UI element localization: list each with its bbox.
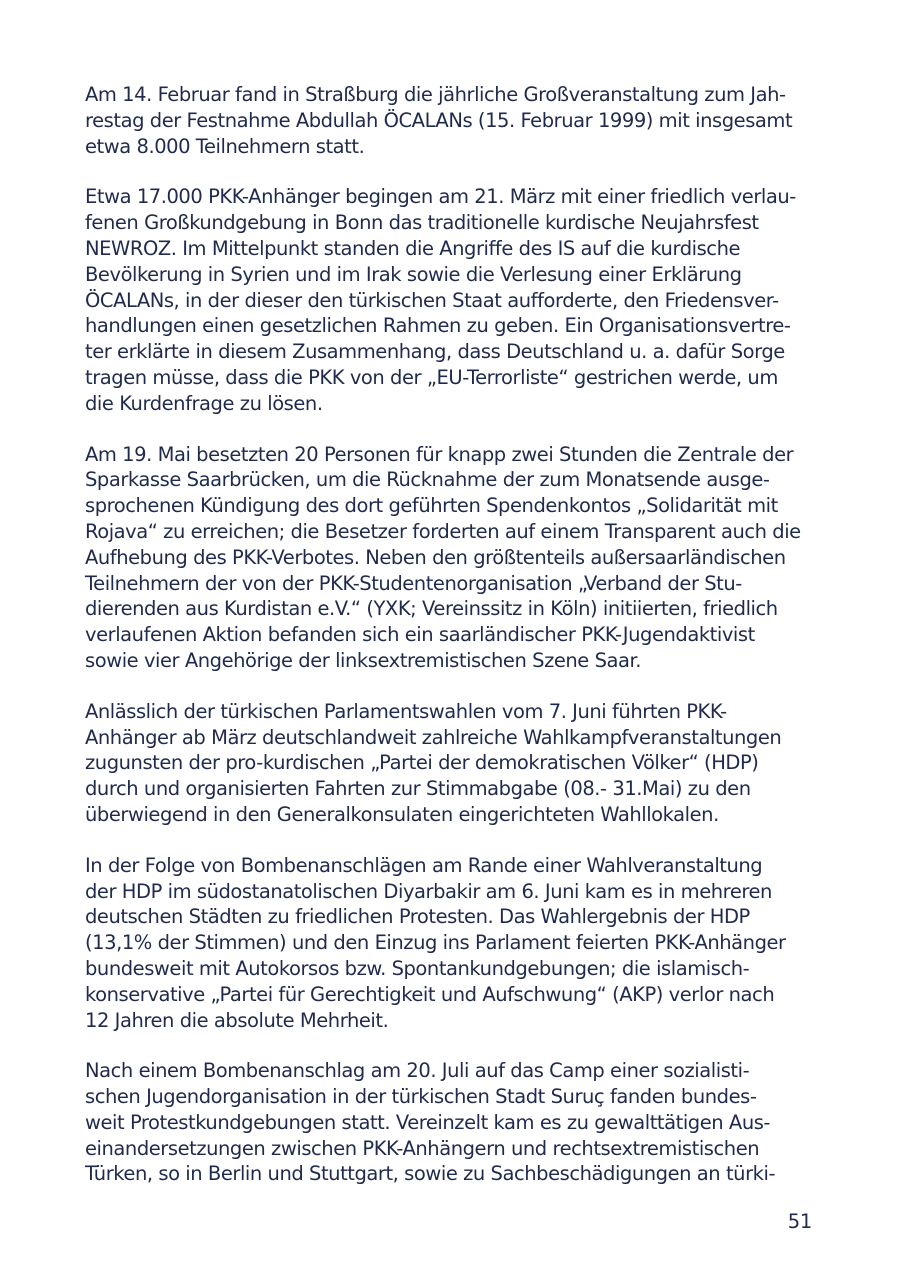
paragraph-newroz xyxy=(85,184,820,416)
text-line: restag der Festnahme Abdullah ÖCALANs (15. Februar 1999) mit insgesamt xyxy=(85,108,793,132)
text-line: NEWROZ. Im Mittelpunkt standen die Angriffe des IS auf die kurdische xyxy=(85,236,741,260)
page-number: 51 xyxy=(787,1210,812,1233)
text-line: bundesweit mit Autokorsos bzw. Spontankundgebungen; die islamisch- xyxy=(85,956,750,980)
text-line: fenen Großkundgebung in Bonn das traditionelle kurdische Neujahrsfest xyxy=(85,211,759,235)
text-line: konservative „Partei für Gerechtigkeit und Aufschwung“ (AKP) verlor nach xyxy=(85,982,775,1006)
text-line: Bevölkerung in Syrien und im Irak sowie die Verlesung einer Erklärung xyxy=(85,262,742,286)
text-line: tragen müsse, dass die PKK von der „EU-Terrorliste“ gestrichen werde, um xyxy=(85,365,778,389)
text-line: Teilnehmern der von der PKK-Studentenorganisation „Verband der Stu- xyxy=(85,571,742,595)
text-line: sowie vier Angehörige der linksextremistischen Szene Saar. xyxy=(85,648,642,672)
text-line: sprochenen Kündigung des dort geführten Spendenkontos „Solidarität mit xyxy=(85,494,778,518)
text-line: die Kurdenfrage zu lösen. xyxy=(85,391,323,415)
text-line: handlungen einen gesetzlichen Rahmen zu geben. Ein Organisationsvertre- xyxy=(85,314,791,338)
text-line: ÖCALANs, in der dieser den türkischen Staat aufforderte, den Friedensver- xyxy=(85,288,779,312)
text-line: Am 19. Mai besetzten 20 Personen für knapp zwei Stunden die Zentrale der xyxy=(85,442,794,466)
text-line: schen Jugendorganisation in der türkischen Stadt Suruç fanden bundes- xyxy=(85,1085,757,1109)
text-line: weit Protestkundgebungen statt. Vereinzelt kam es zu gewalttätigen Aus- xyxy=(85,1110,771,1134)
text-line: Aufhebung des PKK-Verbotes. Neben den größtenteils außersaarländischen xyxy=(85,545,786,569)
paragraph-suruc xyxy=(85,1058,820,1187)
text-line: etwa 8.000 Teilnehmern statt. xyxy=(85,134,365,158)
text-line: überwiegend in den Generalkonsulaten eingerichteten Wahllokalen. xyxy=(85,802,719,826)
document-body xyxy=(85,82,820,1212)
text-line: Türken, so in Berlin und Stuttgart, sowie zu Sachbeschädigungen an türki- xyxy=(85,1162,776,1186)
text-line: Etwa 17.000 PKK-Anhänger begingen am 21. März mit einer friedlich verlau- xyxy=(85,185,796,209)
text-line: der HDP im südostanatolischen Diyarbakir am 6. Juni kam es in mehreren xyxy=(85,879,772,903)
text-line: Anlässlich der türkischen Parlamentswahlen vom 7. Juni führten PKK- xyxy=(85,699,727,723)
text-line: dierenden aus Kurdistan e.V.“ (YXK; Vereinssitz in Köln) initiierten, friedlich xyxy=(85,597,778,621)
text-line: Anhänger ab März deutschlandweit zahlreiche Wahlkampfveranstaltungen xyxy=(85,725,782,749)
text-line: ter erklärte in diesem Zusammenhang, dass Deutschland u. a. dafür Sorge xyxy=(85,340,785,364)
text-line: (13,1% der Stimmen) und den Einzug ins Parlament feierten PKK-Anhänger xyxy=(85,931,786,955)
text-line: zugunsten der pro-kurdischen „Partei der demokratischen Völker“ (HDP) xyxy=(85,751,759,775)
paragraph-saarbruecken xyxy=(85,442,820,674)
text-line: verlaufenen Aktion befanden sich ein saarländischer PKK-Jugendaktivist xyxy=(85,623,755,647)
text-line: Sparkasse Saarbrücken, um die Rücknahme der zum Monatsende ausge- xyxy=(85,468,770,492)
text-line: durch und organisierten Fahrten zur Stimmabgabe (08.- 31.Mai) zu den xyxy=(85,777,751,801)
text-line: Nach einem Bombenanschlag am 20. Juli auf das Camp einer sozialisti- xyxy=(85,1059,750,1083)
paragraph-diyarbakir xyxy=(85,853,820,1034)
text-line: Rojava“ zu erreichen; die Besetzer forderten auf einem Transparent auch die xyxy=(85,519,801,543)
text-line: einandersetzungen zwischen PKK-Anhängern und rechtsextremistischen xyxy=(85,1136,760,1160)
text-line: 12 Jahren die absolute Mehrheit. xyxy=(85,1008,389,1032)
text-line: deutschen Städten zu friedlichen Protesten. Das Wahlergebnis der HDP xyxy=(85,905,750,929)
text-line: In der Folge von Bombenanschlägen am Rande einer Wahlveranstaltung xyxy=(85,853,763,877)
text-line: Am 14. Februar fand in Straßburg die jährliche Großveranstaltung zum Jah- xyxy=(85,83,786,106)
paragraph-parlamentswahlen xyxy=(85,699,820,828)
paragraph-strassburg xyxy=(85,82,820,159)
